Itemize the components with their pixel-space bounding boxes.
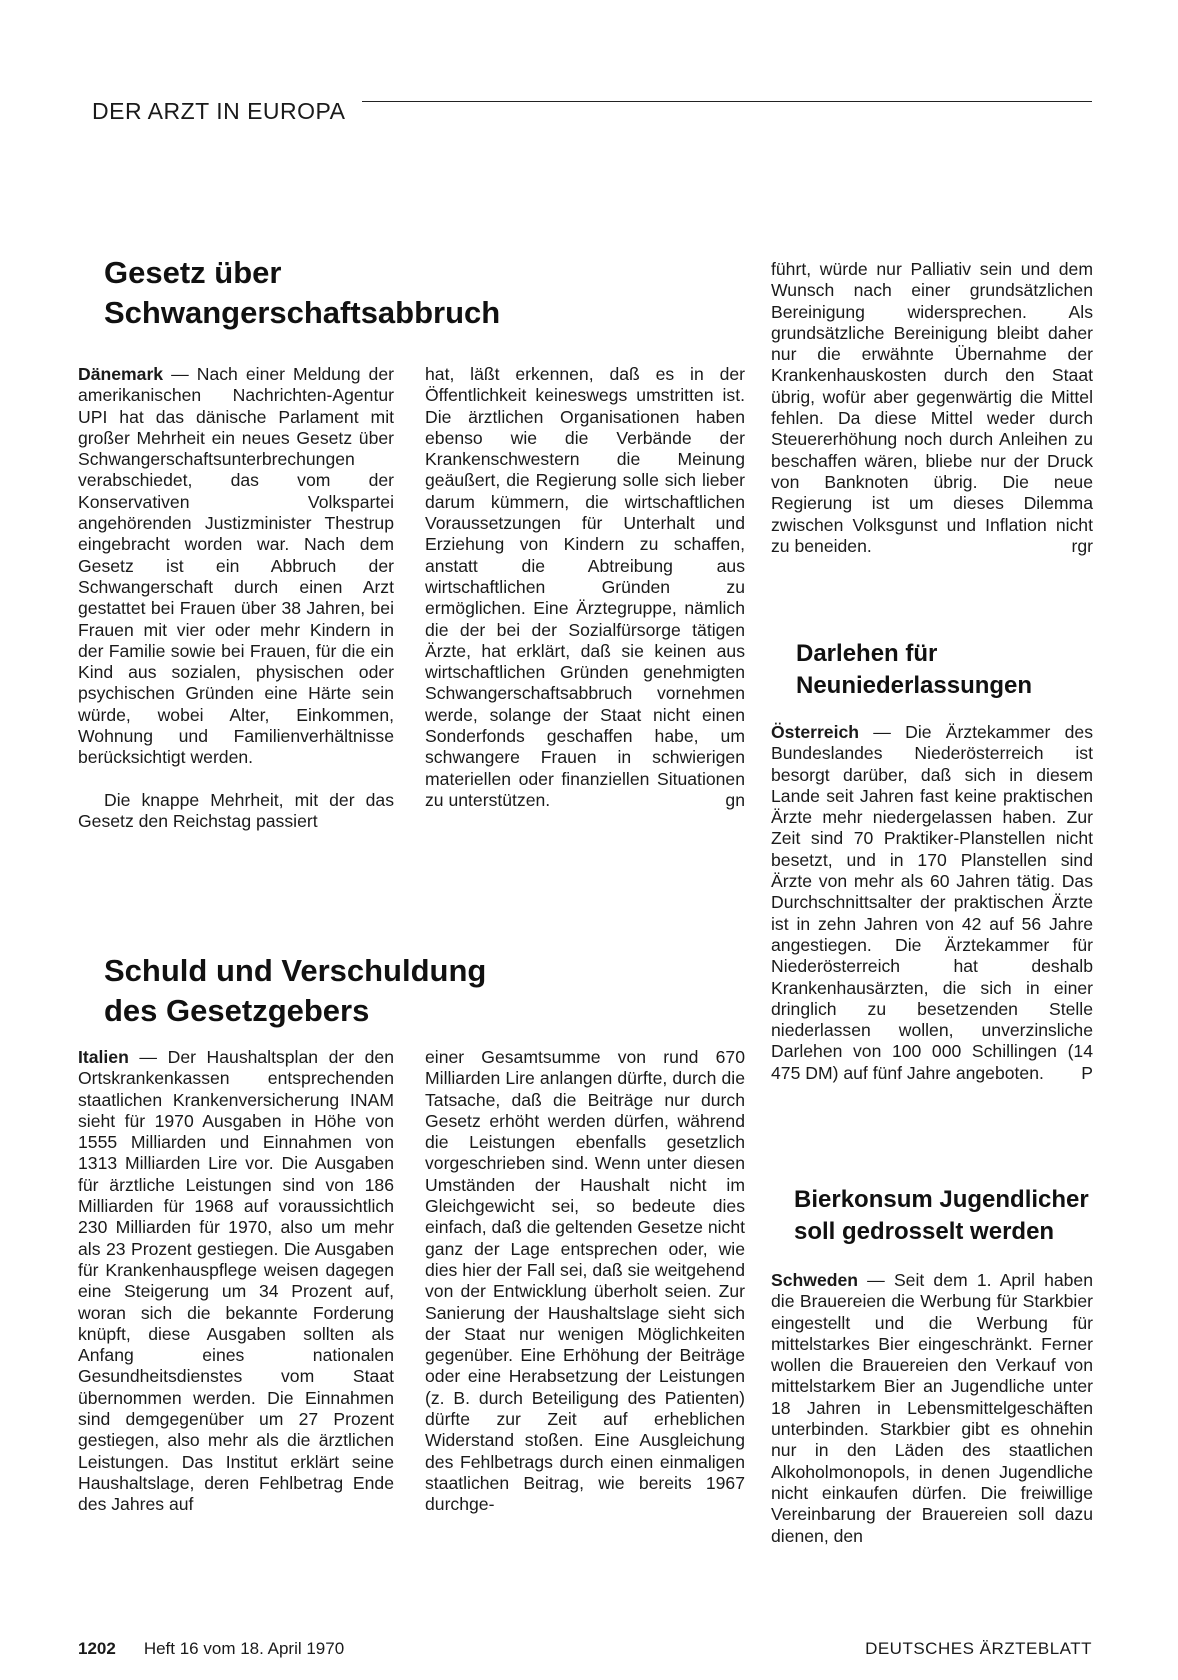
article-loans-text: — Die Ärztekammer des Bundeslandes Niederösterreich ist besorgt darüber, daß sich in diesem Lande seit Jahren fast keine praktischen Ärzte mehr niedergelassen haben. Zur Zeit sind 70 Praktiker-Planstellen nicht besetzt, und in 170 Planstellen sind Ärzte von mehr als 60 Jahren tätig. Das Durchschnittsalter der praktischen Ärzte ist in zehn Jahren von 42 auf 56 Jahre angestiegen. Die Ärztekammer für Niederösterreich hat deshalb Krankenhausärzten, die sich in einer dringlich zu besetzenden Stelle niederlassen wollen, unverzinsliche Darlehen von 100 000 Schillingen (14 475 DM) auf fünf Jahre angeboten. (771, 722, 1093, 1083)
article-abortion-title (104, 253, 500, 333)
article-loans-title-line1: Darlehen für (796, 640, 938, 667)
article-loans-signature: P (1081, 1062, 1093, 1083)
article-loans-title-line2: Neuniederlassungen (796, 672, 1033, 699)
article-abortion-column-1 (78, 364, 394, 832)
article-beer-title-line2: soll gedrosselt werden (794, 1218, 1055, 1245)
footer-left (78, 1639, 344, 1659)
section-title: DER ARZT IN EUROPA (92, 98, 352, 125)
article-debt-column-2 (425, 1047, 745, 1516)
section-header (92, 92, 1092, 132)
article-abortion-signature: gn (725, 789, 745, 810)
article-beer-dateline: Schweden (771, 1270, 859, 1290)
journal-name: DEUTSCHES ÄRZTEBLATT (865, 1639, 1092, 1658)
article-beer-title (794, 1184, 1089, 1248)
article-debt-paragraph-1 (78, 1047, 394, 1516)
article-debt-paragraph-1-cont: einer Gesamtsumme von rund 670 Milliarden Lire anlangen dürfte, durch die Tatsache, daß die Beiträge nur durch Gesetz erhöht werden dürfen, während die Leistungen ebenfalls gesetzlich vorgeschrieben sind. Wenn unter diesen Umständen der Haushalt nicht im Gleichgewicht sei, so bedeute dies einfach, daß die geltenden Gesetze nicht ganz der Lage entsprechen oder, wie dies hier der Fall sei, daß sie weitgehend von der Entwicklung überholt seien. Zur Sanierung der Haushaltslage sieht sich der Staat nur wenigen Möglichkeiten gegenüber. Eine Erhöhung der Beiträge oder eine Herabsetzung der Leistungen (z. B. durch Beteiligung des Patienten) dürfte zur Zeit auf erheblichen Widerstand stoßen. Eine Ausgleichung des Fehlbetrags durch einen einmaligen staatlichen Beitrag, wie bereits 1967 durchge- (425, 1047, 745, 1515)
article-loans-dateline: Österreich (771, 722, 860, 742)
article-abortion-text: — Nach einer Meldung der amerikanischen Nachrichten-Agentur UPI hat das dänische Parlament mit großer Mehrheit ein neues Gesetz über Schwangerschaftsunterbrechungen verabschiedet, das vom der Konservativen Volkspartei angehörenden Justizminister Thestrup eingebracht worden war. Nach dem Gesetz ist ein Abbruch der Schwangerschaft durch einen Arzt gestattet bei Frauen über 38 Jahren, bei Frauen mit vier oder mehr Kindern in der Familie sowie bei Frauen, für die ein Kind aus sozialen, physischen oder psychischen Gründen eine Härte sein würde, wobei Alter, Einkommen, Wohnung und Familienverhältnisse berücksichtigt werden. (78, 364, 394, 768)
article-debt-dateline: Italien (78, 1047, 129, 1067)
page-number: 1202 (78, 1639, 116, 1658)
article-debt-text: — Der Haushaltsplan der den Ortskrankenkassen entsprechenden staatlichen Krankenversicherung INAM sieht für 1970 Ausgaben in Höhe von 1555 Milliarden und Einnahmen von 1313 Milliarden Lire vor. Die Ausgaben für ärztliche Leistungen sind von 186 Milliarden für 1968 auf voraussichtlich 230 Milliarden für 1970, also um mehr als 23 Prozent gestiegen. Die Ausgaben für Krankenhauspflege weisen dagegen eine Steigerung um 34 Prozent auf, woran sich die bekannte Forderung knüpft, diese Ausgaben sollten als Anfang eines nationalen Gesundheitsdienstes vom Staat übernommen werden. Die Einnahmen sind demgegenüber um 27 Prozent gestiegen, also mehr als die ärztlichen Leistungen. Das Institut erklärt seine Haushaltslage, deren Fehlbetrag Ende des Jahres auf (78, 1047, 394, 1515)
article-loans-title (796, 638, 1032, 702)
article-beer-title-line1: Bierkonsum Jugendlicher (794, 1186, 1089, 1213)
article-loans-column (771, 722, 1093, 1084)
article-abortion-title-line2: Schwangerschaftsabbruch (104, 295, 501, 330)
article-beer-text: — Seit dem 1. April haben die Brauereien die Werbung für Starkbier eingestellt und die Werbung für mittelstarkes Bier eingeschränkt. Ferner wollen die Brauereien den Verkauf von mittelstarkem Bier an Jugendliche unter 18 Jahren in Lebensmittelgeschäften unterbinden. Starkbier gibt es ohnehin nur in den Läden des staatlichen Alkoholmonopols, in denen Jugendliche nicht einkaufen dürfen. Die freiwillige Vereinbarung der Brauereien soll dazu dienen, den (771, 1270, 1093, 1546)
article-debt-column-1 (78, 1047, 394, 1516)
issue-info: Heft 16 vom 18. April 1970 (143, 1639, 345, 1658)
article-beer-column (771, 1270, 1093, 1547)
article-debt-text-end: führt, würde nur Palliativ sein und dem Wunsch nach einer grundsätzlichen Bereinigung widersprechen. Als grundsätzliche Bereinigung bleibt daher nur die erwähnte Übernahme der Krankenhauskosten durch den Staat übrig, wofür aber gegenwärtig die Mittel fehlen. Da diese Mittel weder durch Steuererhöhung noch durch Anleihen zu beschaffen wären, bliebe nur der Druck von Banknoten übrig. Die neue Regierung ist um dieses Dilemma zwischen Volksgunst und Inflation nicht zu beneiden. (771, 259, 1093, 556)
header-rule (362, 101, 1092, 102)
article-debt-column-3 (771, 259, 1093, 557)
article-debt-title-line2: des Gesetzgebers (104, 993, 370, 1028)
article-abortion-paragraph-2: Die knappe Mehrheit, mit der das Gesetz den Reichstag passiert (78, 789, 394, 831)
article-debt-signature: rgr (1071, 535, 1093, 556)
article-loans-paragraph (771, 722, 1093, 1084)
article-abortion-title-line1: Gesetz über (104, 255, 282, 290)
article-beer-paragraph (771, 1270, 1093, 1547)
article-abortion-paragraph-2-cont (425, 364, 745, 811)
article-debt-title (104, 951, 486, 1031)
article-abortion-dateline: Dänemark (78, 364, 164, 384)
article-abortion-paragraph-1 (78, 364, 394, 769)
article-abortion-text-cont: hat, läßt erkennen, daß es in der Öffentlichkeit keineswegs umstritten ist. Die ärztlichen Organisationen haben ebenso wie die Verbände der Krankenschwestern die Meinung geäußert, die Regierung solle sich lieber darum kümmern, die wirtschaftlichen Voraussetzungen für Unterhalt und Erziehung von Kindern zu schaffen, anstatt die Abtreibung aus wirtschaftlichen Gründen zu ermöglichen. Eine Ärztegruppe, nämlich die der bei der Sozialfürsorge tätigen Ärzte, hat erklärt, daß sie keinen aus wirtschaftlichen Gründen genehmigten Schwangerschaftsabbruch vornehmen werde, solange der Staat nicht einen Sonderfonds geschaffen habe, um schwangere Frauen in schwierigen materiellen oder finanziellen Situationen zu unterstützen. (425, 364, 745, 810)
article-abortion-column-2 (425, 364, 745, 811)
article-debt-paragraph-1-end (771, 259, 1093, 557)
article-debt-title-line1: Schuld und Verschuldung (104, 953, 487, 988)
